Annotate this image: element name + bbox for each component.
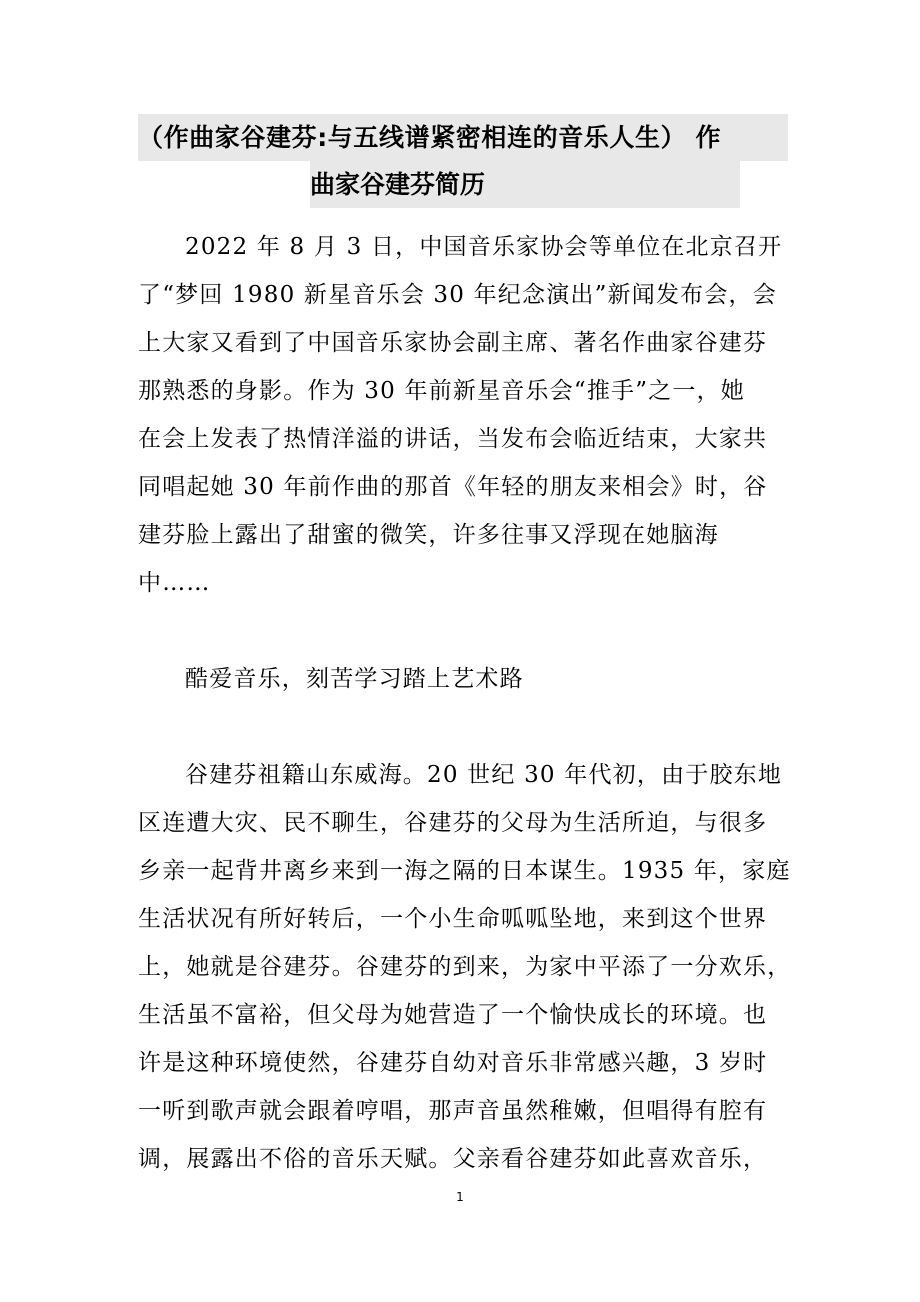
paragraph-2-line: 上，她就是谷建芬。谷建芬的到来，为家中平添了一分欢乐， bbox=[138, 954, 792, 980]
paragraph-1-line: 同唱起她 30 年前作曲的那首《年轻的朋友来相会》时，谷 bbox=[138, 474, 768, 500]
paragraph-2-line: 谷建芬祖籍山东威海。20 世纪 30 年代初，由于胶东地 bbox=[185, 762, 783, 788]
page-number: 1 bbox=[456, 1190, 464, 1204]
paragraph-1-line: 那熟悉的身影。作为 30 年前新星音乐会“推手”之一，她 bbox=[138, 378, 746, 404]
title-line-2: 曲家谷建芬简历 bbox=[310, 161, 740, 208]
paragraph-2-line: 生活状况有所好转后，一个小生命呱呱坠地，来到这个世界 bbox=[138, 906, 768, 932]
document-title bbox=[138, 114, 788, 208]
paragraph-1-line: 了“梦回 1980 新星音乐会 30 年纪念演出”新闻发布会，会 bbox=[138, 282, 777, 308]
paragraph-2-line: 许是这种环境使然，谷建芬自幼对音乐非常感兴趣，3 岁时 bbox=[138, 1050, 768, 1076]
paragraph-2-line: 调，展露出不俗的音乐天赋。父亲看谷建芬如此喜欢音乐， bbox=[138, 1146, 768, 1172]
paragraph-2-line: 区连遭大灾、民不聊生，谷建芬的父母为生活所迫，与很多 bbox=[138, 810, 768, 836]
paragraph-2-line: 一听到歌声就会跟着哼唱，那声音虽然稚嫩，但唱得有腔有 bbox=[138, 1098, 768, 1124]
paragraph-1-line: 建芬脸上露出了甜蜜的微笑，许多往事又浮现在她脑海 bbox=[138, 522, 719, 548]
paragraph-2-line: 乡亲一起背井离乡来到一海之隔的日本谋生。1935 年，家庭 bbox=[138, 858, 791, 884]
paragraph-1-line: 2022 年 8 月 3 日，中国音乐家协会等单位在北京召开 bbox=[185, 234, 783, 260]
paragraph-1-line: 在会上发表了热情洋溢的讲话，当发布会临近结束，大家共 bbox=[138, 426, 768, 452]
paragraph-2-line: 生活虽不富裕，但父母为她营造了一个愉快成长的环境。也 bbox=[138, 1002, 768, 1028]
title-line-1: （作曲家谷建芬:与五线谱紧密相连的音乐人生） 作 bbox=[138, 114, 788, 161]
paragraph-1-line: 中…… bbox=[138, 570, 211, 596]
section-heading: 酷爱音乐，刻苦学习踏上艺术路 bbox=[185, 666, 524, 692]
paragraph-1-line: 上大家又看到了中国音乐家协会副主席、著名作曲家谷建芬 bbox=[138, 330, 768, 356]
